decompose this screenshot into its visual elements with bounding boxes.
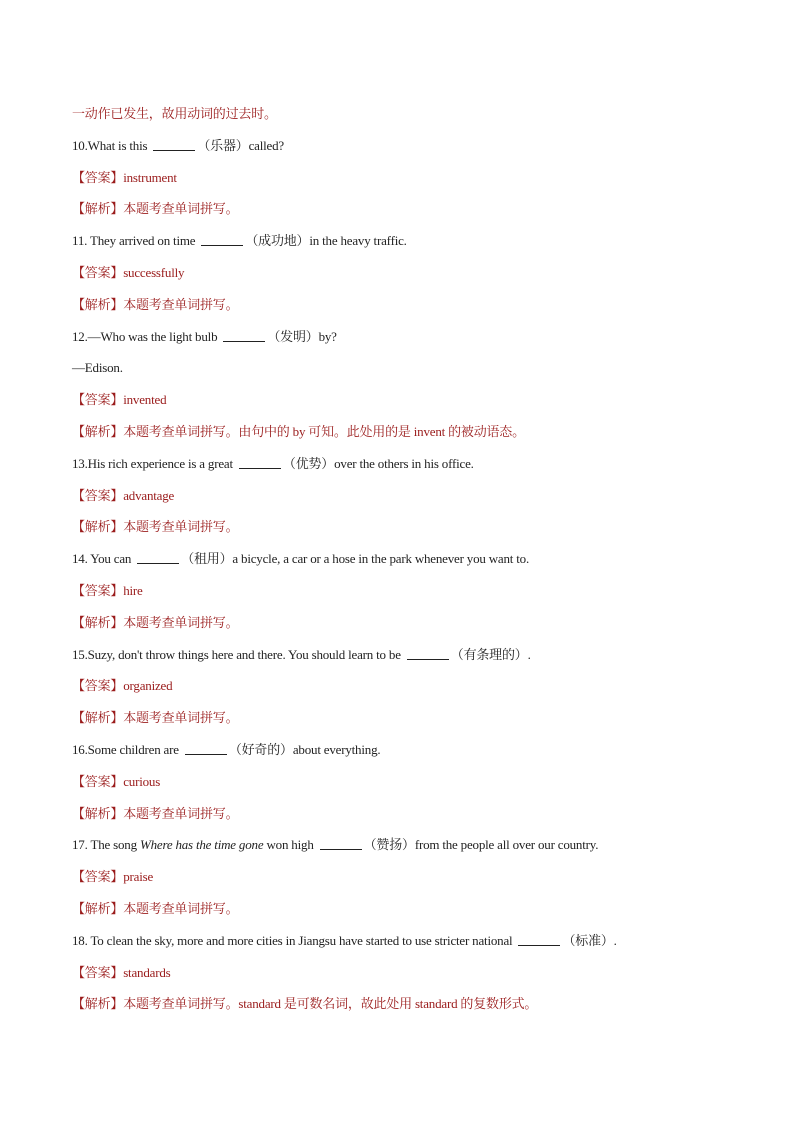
analysis-15 [72, 702, 732, 734]
question-text: 18. To clean the sky, more and more cities in Jiangsu have started to use stricter national [72, 932, 513, 948]
question-text: 11. They arrived on time [72, 233, 196, 249]
answer-blank [239, 456, 281, 469]
answer-blank [201, 233, 243, 246]
question-text-end: called? [248, 137, 284, 153]
analysis-text: 本题考查单词拼写。 [123, 614, 239, 630]
analysis-text: 本题考查单词拼写。 [123, 805, 239, 821]
question-text-mid: won high [266, 837, 314, 853]
analysis-11 [72, 289, 732, 321]
answer-tag: 【答案】 [72, 678, 124, 694]
analysis-text: 本题考查单词拼写。 [123, 201, 239, 217]
answer-tag: 【答案】 [72, 964, 124, 980]
analysis-text: 本题考查单词拼写。standard 是可数名词，故此处用 standard 的复数形式。 [123, 996, 538, 1012]
answer-value: successfully [123, 264, 185, 280]
question-text: 12.—Who was the light bulb [72, 328, 218, 344]
analysis-tag: 【解析】 [72, 805, 124, 821]
answer-value: invented [123, 392, 167, 408]
question-text-end: by? [318, 328, 337, 344]
answer-tag: 【答案】 [72, 392, 124, 408]
question-17 [72, 829, 732, 861]
analysis-tag: 【解析】 [72, 296, 124, 312]
question-hint: （标准）. [562, 932, 617, 948]
answer-blank [320, 837, 362, 850]
answer-value: praise [123, 869, 154, 885]
answer-blank [153, 138, 195, 151]
analysis-tag: 【解析】 [72, 519, 124, 535]
analysis-text: 本题考查单词拼写。 [123, 296, 239, 312]
analysis-12 [72, 416, 732, 448]
question-hint: （有条理的）. [450, 646, 531, 662]
answer-11 [72, 257, 732, 289]
song-title: Where has the time gone [139, 837, 264, 853]
analysis-16 [72, 798, 732, 830]
question-13 [72, 448, 732, 480]
question-text: 17. The song [72, 837, 137, 853]
answer-16 [72, 766, 732, 798]
answer-blank [407, 647, 449, 660]
analysis-text: 本题考查单词拼写。 [123, 710, 239, 726]
answer-12 [72, 384, 732, 416]
question-hint: （乐器） [197, 137, 249, 153]
analysis-tag: 【解析】 [72, 201, 124, 217]
question-14 [72, 543, 732, 575]
question-hint: （发明） [267, 328, 319, 344]
answer-10 [72, 162, 732, 194]
analysis-tag: 【解析】 [72, 423, 124, 439]
question-hint: （好奇的） [228, 741, 293, 757]
analysis-text: 本题考查单词拼写。由句中的 by 可知。此处用的是 invent 的被动语态。 [123, 423, 525, 439]
question-text-end: over the others in his office. [334, 455, 474, 471]
answer-14 [72, 575, 732, 607]
answer-value: advantage [123, 487, 175, 503]
answer-15 [72, 670, 732, 702]
answer-blank [185, 742, 227, 755]
question-text: 10.What is this [72, 137, 148, 153]
analysis-18 [72, 988, 732, 1020]
analysis-13 [72, 511, 732, 543]
question-text-end: a bicycle, a car or a hose in the park whenever you want to. [232, 551, 530, 567]
question-16 [72, 734, 732, 766]
question-text: 15.Suzy, don't throw things here and there. You should learn to be [72, 646, 401, 662]
answer-blank [223, 329, 265, 342]
question-text-end: about everything. [292, 741, 381, 757]
question-12 [72, 321, 732, 353]
answer-tag: 【答案】 [72, 487, 124, 503]
question-18 [72, 925, 732, 957]
question-12-reply: —Edison. [72, 360, 123, 376]
answer-value: organized [123, 678, 173, 694]
answer-blank [518, 933, 560, 946]
answer-value: hire [123, 582, 143, 598]
answer-tag: 【答案】 [72, 169, 124, 185]
question-hint: （优势） [282, 455, 335, 471]
question-text: 14. You can [72, 551, 132, 567]
analysis-tag: 【解析】 [72, 614, 124, 630]
analysis-14 [72, 607, 732, 639]
answer-18 [72, 957, 732, 989]
analysis-tag: 【解析】 [72, 710, 124, 726]
answer-blank [137, 551, 179, 564]
analysis-tag: 【解析】 [72, 996, 124, 1012]
question-15 [72, 639, 732, 671]
answer-13 [72, 480, 732, 512]
answer-tag: 【答案】 [72, 264, 124, 280]
answer-tag: 【答案】 [72, 869, 124, 885]
analysis-tag: 【解析】 [72, 900, 124, 916]
answer-value: instrument [123, 169, 177, 185]
intro-line: 一动作已发生，故用动词的过去时。 [72, 106, 277, 121]
question-hint: （成功地） [245, 233, 310, 249]
analysis-10 [72, 193, 732, 225]
analysis-text: 本题考查单词拼写。 [123, 519, 239, 535]
answer-tag: 【答案】 [72, 582, 124, 598]
question-hint: （租用） [181, 551, 233, 567]
document-page [72, 98, 732, 1020]
question-text-end: in the heavy traffic. [309, 233, 407, 249]
analysis-text: 本题考查单词拼写。 [123, 900, 239, 916]
question-text: 16.Some children are [72, 741, 179, 757]
question-hint: （赞扬） [363, 837, 415, 853]
answer-value: standards [123, 964, 171, 980]
question-11 [72, 225, 732, 257]
answer-17 [72, 861, 732, 893]
analysis-17 [72, 893, 732, 925]
question-10 [72, 130, 732, 162]
answer-value: curious [123, 773, 161, 789]
question-text: 13.His rich experience is a great [72, 455, 233, 471]
answer-tag: 【答案】 [72, 773, 124, 789]
question-text-end: from the people all over our country. [414, 837, 599, 853]
